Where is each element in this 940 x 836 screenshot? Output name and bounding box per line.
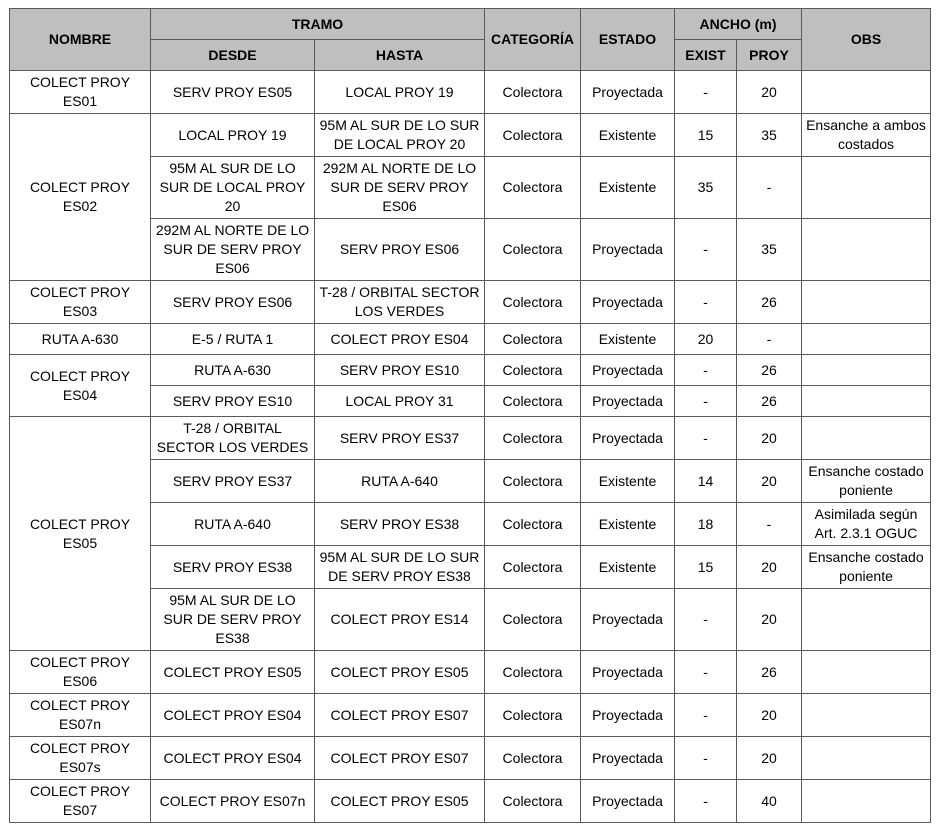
cell-desde: COLECT PROY ES04 [151, 694, 315, 737]
cell-exist: 35 [675, 157, 737, 219]
cell-estado: Proyectada [581, 651, 675, 694]
cell-estado: Proyectada [581, 417, 675, 460]
cell-proy: - [737, 324, 802, 355]
cell-hasta: COLECT PROY ES07 [315, 737, 485, 780]
table-row [10, 71, 931, 114]
cell-obs: Ensanche costado poniente [802, 460, 931, 503]
cell-estado: Proyectada [581, 219, 675, 281]
cell-exist: - [675, 694, 737, 737]
cell-desde: 95M AL SUR DE LO SUR DE SERV PROY ES38 [151, 589, 315, 651]
table-row [10, 651, 931, 694]
header-tramo: TRAMO [151, 9, 485, 40]
cell-hasta: SERV PROY ES06 [315, 219, 485, 281]
cell-nombre: COLECT PROY ES03 [10, 281, 151, 324]
cell-estado: Proyectada [581, 694, 675, 737]
cell-categoria: Colectora [485, 503, 581, 546]
cell-obs: Ensanche a ambos costados [802, 114, 931, 157]
cell-desde: 292M AL NORTE DE LO SUR DE SERV PROY ES06 [151, 219, 315, 281]
table-body [10, 71, 931, 823]
table-row [10, 114, 931, 157]
cell-proy: 20 [737, 417, 802, 460]
cell-categoria: Colectora [485, 589, 581, 651]
cell-nombre: COLECT PROY ES05 [10, 417, 151, 651]
cell-desde: COLECT PROY ES04 [151, 737, 315, 780]
cell-exist: 15 [675, 546, 737, 589]
cell-nombre: COLECT PROY ES07 [10, 780, 151, 823]
table-row [10, 355, 931, 386]
cell-nombre: COLECT PROY ES06 [10, 651, 151, 694]
cell-estado: Proyectada [581, 589, 675, 651]
cell-desde: T-28 / ORBITAL SECTOR LOS VERDES [151, 417, 315, 460]
cell-estado: Proyectada [581, 355, 675, 386]
cell-exist: - [675, 651, 737, 694]
cell-hasta: LOCAL PROY 19 [315, 71, 485, 114]
cell-obs [802, 780, 931, 823]
cell-categoria: Colectora [485, 157, 581, 219]
cell-exist: 14 [675, 460, 737, 503]
cell-obs [802, 417, 931, 460]
table-row [10, 324, 931, 355]
cell-hasta: COLECT PROY ES04 [315, 324, 485, 355]
cell-obs [802, 737, 931, 780]
header-estado: ESTADO [581, 9, 675, 71]
cell-hasta: SERV PROY ES10 [315, 355, 485, 386]
cell-exist: - [675, 417, 737, 460]
cell-estado: Existente [581, 503, 675, 546]
cell-categoria: Colectora [485, 281, 581, 324]
cell-categoria: Colectora [485, 460, 581, 503]
header-hasta: HASTA [315, 40, 485, 71]
cell-estado: Existente [581, 324, 675, 355]
cell-proy: 20 [737, 71, 802, 114]
cell-categoria: Colectora [485, 71, 581, 114]
cell-desde: COLECT PROY ES07n [151, 780, 315, 823]
cell-hasta: T-28 / ORBITAL SECTOR LOS VERDES [315, 281, 485, 324]
header-nombre: NOMBRE [10, 9, 151, 71]
cell-exist: - [675, 281, 737, 324]
cell-estado: Proyectada [581, 780, 675, 823]
cell-proy: 35 [737, 219, 802, 281]
cell-categoria: Colectora [485, 219, 581, 281]
cell-categoria: Colectora [485, 694, 581, 737]
cell-obs [802, 589, 931, 651]
cell-exist: - [675, 386, 737, 417]
cell-estado: Existente [581, 157, 675, 219]
cell-obs [802, 281, 931, 324]
cell-hasta: COLECT PROY ES05 [315, 651, 485, 694]
header-obs: OBS [802, 9, 931, 71]
cell-obs [802, 355, 931, 386]
cell-categoria: Colectora [485, 386, 581, 417]
cell-proy: - [737, 503, 802, 546]
cell-categoria: Colectora [485, 417, 581, 460]
cell-hasta: 95M AL SUR DE LO SUR DE LOCAL PROY 20 [315, 114, 485, 157]
cell-hasta: COLECT PROY ES05 [315, 780, 485, 823]
cell-nombre: COLECT PROY ES07s [10, 737, 151, 780]
cell-exist: - [675, 780, 737, 823]
cell-categoria: Colectora [485, 651, 581, 694]
header-categoria: CATEGORÍA [485, 9, 581, 71]
cell-categoria: Colectora [485, 324, 581, 355]
cell-desde: RUTA A-630 [151, 355, 315, 386]
header-proy: PROY [737, 40, 802, 71]
cell-obs [802, 324, 931, 355]
cell-proy: 35 [737, 114, 802, 157]
cell-desde: SERV PROY ES10 [151, 386, 315, 417]
cell-hasta: SERV PROY ES37 [315, 417, 485, 460]
cell-hasta: SERV PROY ES38 [315, 503, 485, 546]
cell-exist: 20 [675, 324, 737, 355]
cell-estado: Existente [581, 546, 675, 589]
cell-desde: LOCAL PROY 19 [151, 114, 315, 157]
cell-categoria: Colectora [485, 546, 581, 589]
cell-nombre: RUTA A-630 [10, 324, 151, 355]
cell-estado: Proyectada [581, 281, 675, 324]
cell-categoria: Colectora [485, 737, 581, 780]
cell-hasta: 95M AL SUR DE LO SUR DE SERV PROY ES38 [315, 546, 485, 589]
cell-proy: 20 [737, 737, 802, 780]
cell-categoria: Colectora [485, 355, 581, 386]
cell-exist: 18 [675, 503, 737, 546]
cell-proy: 20 [737, 546, 802, 589]
cell-desde: SERV PROY ES37 [151, 460, 315, 503]
cell-proy: 26 [737, 355, 802, 386]
cell-obs: Ensanche costado poniente [802, 546, 931, 589]
cell-proy: 20 [737, 589, 802, 651]
cell-exist: - [675, 219, 737, 281]
header-ancho: ANCHO (m) [675, 9, 802, 40]
cell-nombre: COLECT PROY ES04 [10, 355, 151, 417]
cell-proy: - [737, 157, 802, 219]
cell-desde: SERV PROY ES05 [151, 71, 315, 114]
cell-obs [802, 219, 931, 281]
table-row [10, 694, 931, 737]
cell-desde: RUTA A-640 [151, 503, 315, 546]
cell-exist: - [675, 71, 737, 114]
cell-proy: 26 [737, 651, 802, 694]
cell-categoria: Colectora [485, 114, 581, 157]
cell-obs [802, 386, 931, 417]
cell-hasta: LOCAL PROY 31 [315, 386, 485, 417]
cell-obs [802, 651, 931, 694]
cell-obs [802, 71, 931, 114]
cell-hasta: 292M AL NORTE DE LO SUR DE SERV PROY ES06 [315, 157, 485, 219]
cell-obs [802, 694, 931, 737]
cell-hasta: RUTA A-640 [315, 460, 485, 503]
cell-obs [802, 157, 931, 219]
cell-exist: - [675, 737, 737, 780]
cell-estado: Proyectada [581, 71, 675, 114]
cell-proy: 26 [737, 386, 802, 417]
cell-obs: Asimilada según Art. 2.3.1 OGUC [802, 503, 931, 546]
header-desde: DESDE [151, 40, 315, 71]
cell-proy: 40 [737, 780, 802, 823]
cell-nombre: COLECT PROY ES07n [10, 694, 151, 737]
road-table-container [9, 8, 931, 823]
cell-desde: SERV PROY ES38 [151, 546, 315, 589]
cell-nombre: COLECT PROY ES02 [10, 114, 151, 281]
cell-exist: - [675, 355, 737, 386]
cell-proy: 26 [737, 281, 802, 324]
cell-nombre: COLECT PROY ES01 [10, 71, 151, 114]
cell-hasta: COLECT PROY ES14 [315, 589, 485, 651]
cell-desde: COLECT PROY ES05 [151, 651, 315, 694]
road-classification-table [9, 8, 931, 823]
header-exist: EXIST [675, 40, 737, 71]
table-row [10, 281, 931, 324]
cell-categoria: Colectora [485, 780, 581, 823]
cell-estado: Existente [581, 460, 675, 503]
cell-desde: E-5 / RUTA 1 [151, 324, 315, 355]
cell-estado: Proyectada [581, 737, 675, 780]
cell-exist: - [675, 589, 737, 651]
cell-estado: Existente [581, 114, 675, 157]
cell-hasta: COLECT PROY ES07 [315, 694, 485, 737]
cell-proy: 20 [737, 694, 802, 737]
table-header [10, 9, 931, 71]
table-row [10, 737, 931, 780]
cell-proy: 20 [737, 460, 802, 503]
cell-desde: 95M AL SUR DE LO SUR DE LOCAL PROY 20 [151, 157, 315, 219]
table-row [10, 780, 931, 823]
cell-exist: 15 [675, 114, 737, 157]
table-row [10, 417, 931, 460]
cell-desde: SERV PROY ES06 [151, 281, 315, 324]
cell-estado: Proyectada [581, 386, 675, 417]
